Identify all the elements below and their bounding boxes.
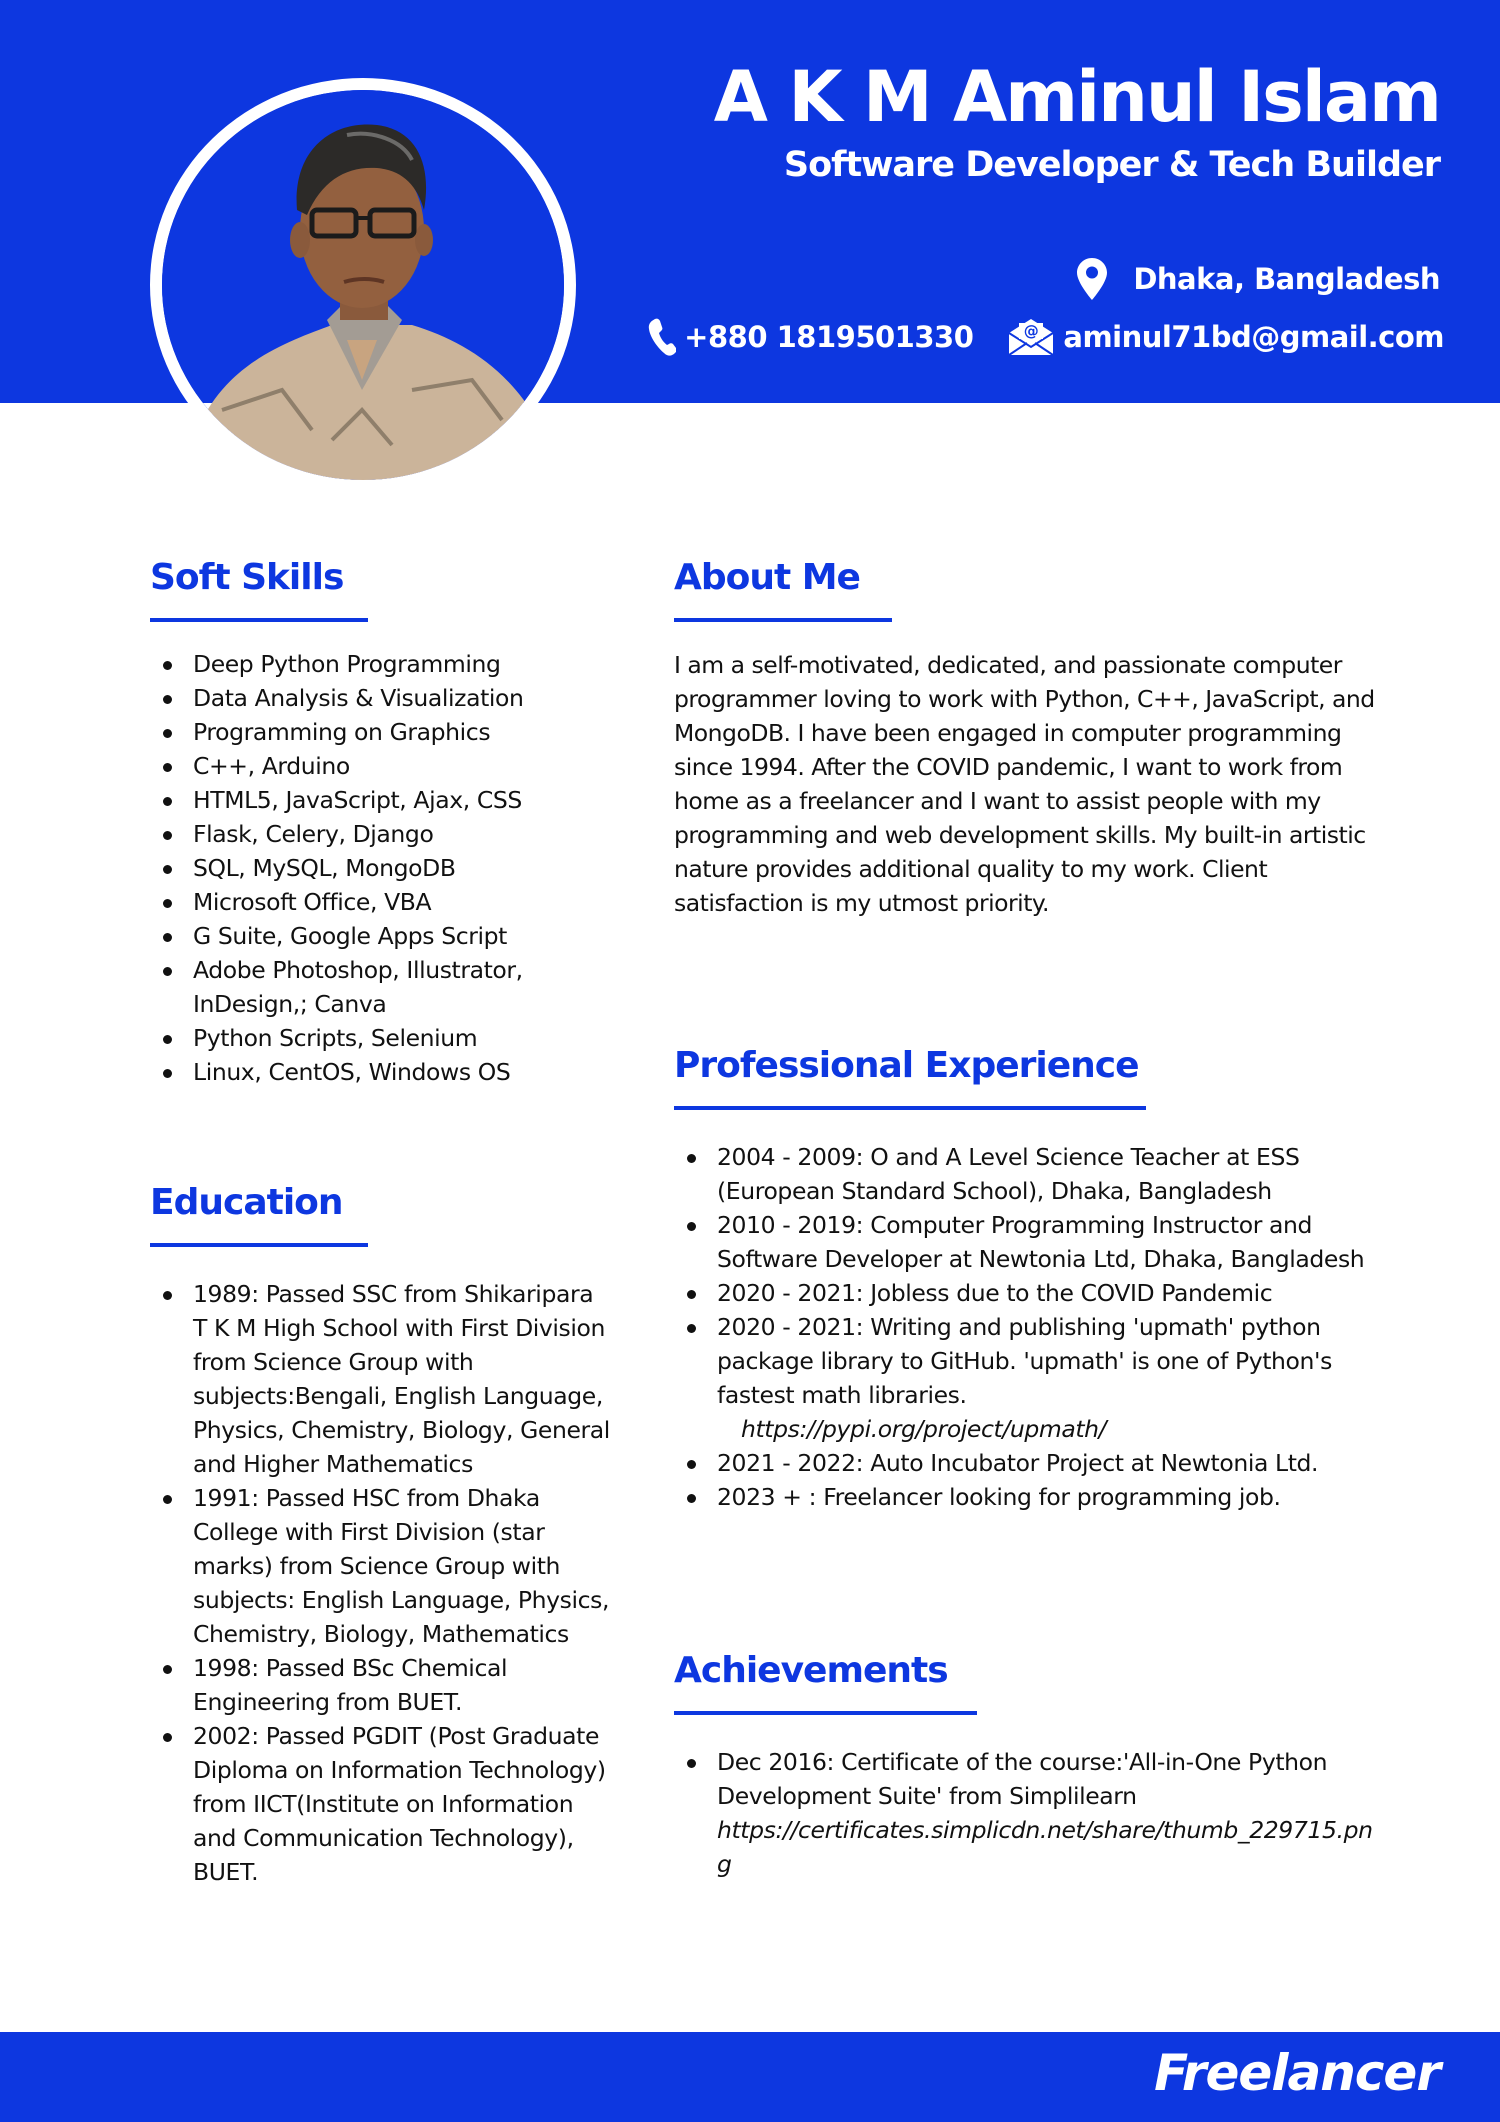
list-item: Adobe Photoshop, Illustrator, InDesign,; Canva <box>150 953 570 1021</box>
list-item: 2002: Passed PGDIT (Post Graduate Diploma on Information Technology) from IICT(Institute on Information and Communication Technology), BUET. <box>150 1719 610 1889</box>
list-item: C++, Arduino <box>150 749 570 783</box>
person-portrait-icon <box>162 90 564 480</box>
experience-list <box>674 1140 1374 1514</box>
left-column <box>150 557 620 1886</box>
section-title-experience: Professional Experience <box>674 1045 1139 1086</box>
section-divider <box>674 618 892 622</box>
certificate-link[interactable]: https://certificates.simplicdn.net/share/thumb_229715.png <box>717 1816 1373 1878</box>
section-title-soft-skills: Soft Skills <box>150 557 344 598</box>
contact-row <box>646 317 1444 357</box>
section-divider <box>674 1711 977 1715</box>
list-item: Microsoft Office, VBA <box>150 885 570 919</box>
section-title-about: About Me <box>674 557 860 598</box>
list-item: 2020 - 2021: Writing and publishing 'upmath' python package library to GitHub. 'upmath' is one of Python's fastest math libraries. https://pypi.org/project/upmath/ <box>674 1310 1374 1446</box>
freelancer-logo: Freelancer <box>1154 2044 1440 2102</box>
education-section <box>150 1182 620 1889</box>
list-item: 1989: Passed SSC from Shikaripara T K M High School with First Division from Science Group with subjects:Bengali, English Language, Physics, Chemistry, Biology, General and Higher Mathematics <box>150 1277 610 1481</box>
footer-banner <box>0 2032 1500 2122</box>
list-item: 2010 - 2019: Computer Programming Instructor and Software Developer at Newtonia Ltd, Dhaka, Bangladesh <box>674 1208 1374 1276</box>
email-text: aminul71bd@gmail.com <box>1063 320 1444 354</box>
about-paragraph: I am a self-motivated, dedicated, and passionate computer programmer loving to work with Python, C++, JavaScript, and MongoDB. I have been engaged in computer programming since 1994. After the COVID pandemic, I want to work from home as a freelancer and I want to assist people with my programming and web development skills. My built-in artistic nature provides additional quality to my work. Client satisfaction is my utmost priority. <box>674 651 1375 917</box>
experience-section <box>674 1045 1394 1514</box>
section-title-achievements: Achievements <box>674 1650 948 1691</box>
education-list <box>150 1277 610 1889</box>
list-item: Linux, CentOS, Windows OS <box>150 1055 570 1089</box>
phone-contact[interactable] <box>646 317 973 357</box>
about-section <box>674 557 1394 920</box>
section-divider <box>150 618 368 622</box>
phone-icon <box>646 317 676 357</box>
section-divider <box>674 1106 1146 1110</box>
list-item: 2004 - 2009: O and A Level Science Teacher at ESS (European Standard School), Dhaka, Bangladesh <box>674 1140 1374 1208</box>
svg-text:@: @ <box>1024 322 1039 340</box>
list-item: Programming on Graphics <box>150 715 570 749</box>
location-row <box>1077 258 1440 300</box>
profile-photo <box>150 78 576 492</box>
list-item: Dec 2016: Certificate of the course:'All-in-One Python Development Suite' from Simplilearn https://certificates.simplicdn.net/share/thumb_229715.png <box>674 1745 1374 1881</box>
list-item: 2021 - 2022: Auto Incubator Project at Newtonia Ltd. <box>674 1446 1374 1480</box>
map-pin-icon <box>1077 258 1107 300</box>
right-column <box>674 557 1394 1878</box>
upmath-link[interactable]: https://pypi.org/project/upmath/ <box>741 1415 1107 1443</box>
job-title: Software Developer & Tech Builder <box>783 145 1440 185</box>
list-item: G Suite, Google Apps Script <box>150 919 570 953</box>
list-item: 2023 + : Freelancer looking for programming job. <box>674 1480 1374 1514</box>
list-item: Flask, Celery, Django <box>150 817 570 851</box>
email-contact[interactable] <box>1007 317 1444 357</box>
list-item: Python Scripts, Selenium <box>150 1021 570 1055</box>
soft-skills-section <box>150 557 620 1089</box>
section-title-education: Education <box>150 1182 343 1223</box>
section-divider <box>150 1243 368 1247</box>
phone-text: +880 1819501330 <box>684 320 974 354</box>
soft-skills-list <box>150 647 570 1089</box>
achievements-section <box>674 1650 1394 1881</box>
list-item: SQL, MySQL, MongoDB <box>150 851 570 885</box>
list-item: HTML5, JavaScript, Ajax, CSS <box>150 783 570 817</box>
list-item: Data Analysis & Visualization <box>150 681 570 715</box>
person-name: A K M Aminul Islam <box>713 56 1440 138</box>
email-icon <box>1007 317 1055 357</box>
achievements-list <box>674 1745 1374 1881</box>
list-item: 1991: Passed HSC from Dhaka College with First Division (star marks) from Science Group with subjects: English Language, Physics, Chemistry, Biology, Mathematics <box>150 1481 610 1651</box>
list-item: 1998: Passed BSc Chemical Engineering from BUET. <box>150 1651 610 1719</box>
location-text: Dhaka, Bangladesh <box>1133 262 1440 296</box>
list-item: Deep Python Programming <box>150 647 570 681</box>
list-item: 2020 - 2021: Jobless due to the COVID Pandemic <box>674 1276 1374 1310</box>
